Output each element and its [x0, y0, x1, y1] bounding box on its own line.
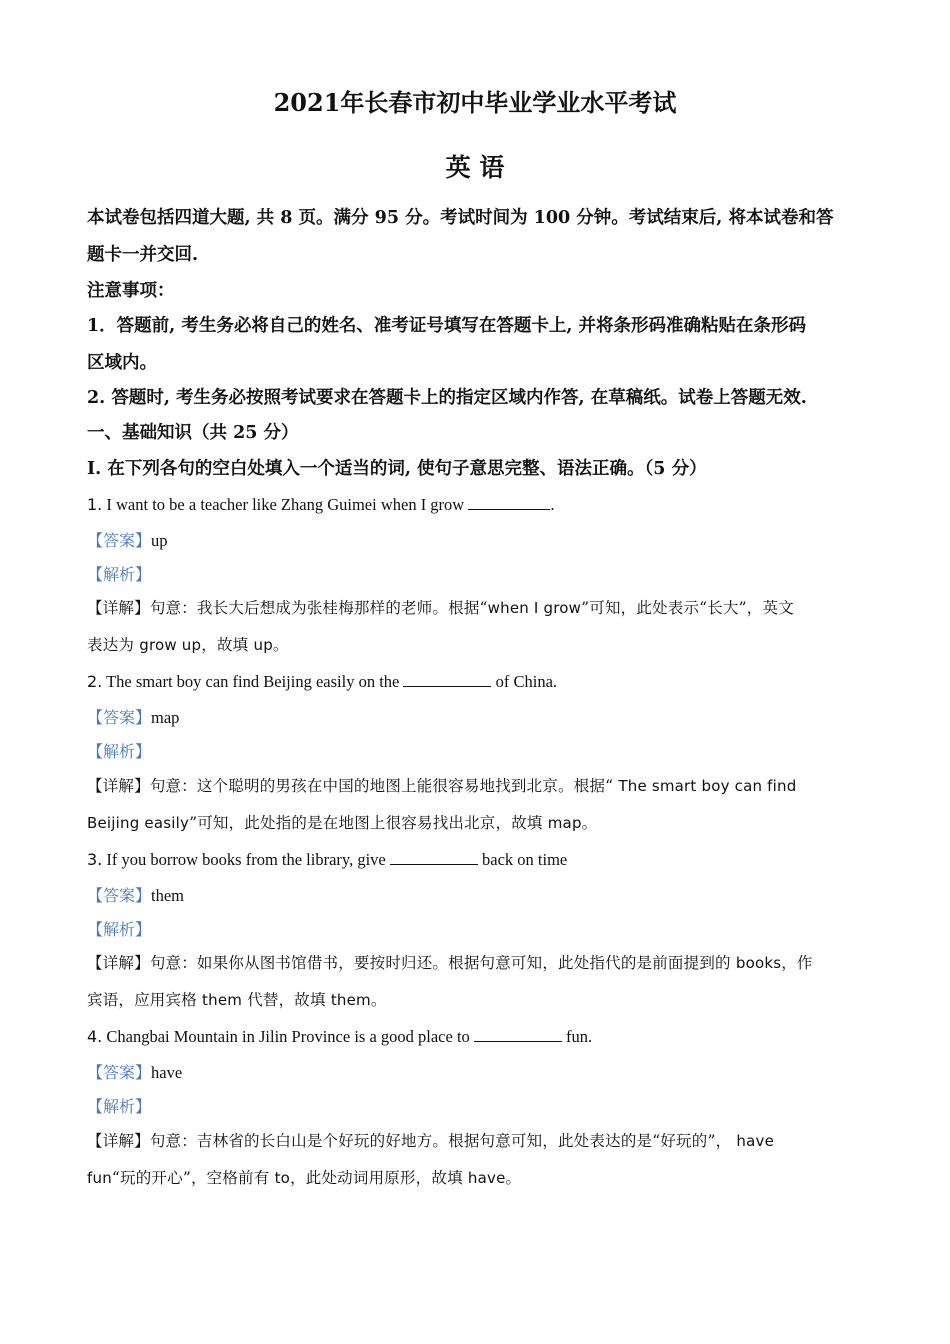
detail-4-line-2 [87, 1167, 867, 1189]
analysis-tag: 【解析】 [87, 920, 152, 939]
detail-1-line-1 [87, 597, 867, 619]
detail-3-line-1 [87, 952, 867, 974]
answer-blank [390, 849, 478, 865]
detail-text: 句意：如果你从图书馆借书，要按时归还。根据句意可知，此处指代的是前面提到的 [149, 954, 736, 972]
detail-answer: them [330, 991, 371, 1009]
detail-quote: when I grow [487, 599, 582, 617]
detail-quote: to [274, 1169, 291, 1187]
answer-blank [403, 671, 491, 687]
answer-blank [474, 1026, 562, 1042]
question-text: If you borrow books from the library, give [102, 850, 390, 869]
answer-4 [87, 1062, 867, 1084]
detail-text: 句意：这个聪明的男孩在中国的地图上能很容易地找到北京。根据“ [149, 777, 619, 795]
detail-tag: 【详解】 [87, 777, 150, 795]
detail-answer: up [253, 636, 273, 654]
intro-line-1: 本试卷包括四道大题, 共 8 页。满分 95 分。考试时间为 100 分钟。考试结束后, 将本试卷和答 [87, 208, 834, 228]
analysis-4 [87, 1096, 867, 1118]
answer-3 [87, 885, 867, 907]
detail-tag: 【详解】 [87, 599, 150, 617]
question-number: 2. [87, 672, 103, 691]
part-title: I. 在下列各句的空白处填入一个适当的词, 使句子意思完整、语法正确。（5 分） [87, 459, 707, 479]
question-text: I want to be a teacher like Zhang Guimei when I grow [102, 495, 469, 514]
detail-text: ”可知，此处表示“长大”，英文 [581, 599, 794, 617]
intro-line-2: 题卡一并交回. [87, 245, 199, 265]
answer-1 [87, 530, 867, 552]
detail-text: 。 [581, 814, 598, 832]
detail-4-line-1 [87, 1130, 867, 1152]
exam-title: 2021年长春市初中毕业学业水平考试 [273, 88, 677, 117]
detail-text: 宾语，应用宾格 [87, 991, 203, 1009]
notice-1-line-2: 区域内。 [87, 353, 157, 373]
question-number: 4. [87, 1027, 103, 1046]
detail-quote: grow up [139, 636, 202, 654]
detail-text: 句意：吉林省的长白山是个好玩的好地方。根据句意可知，此处表达的是“好玩的”， [149, 1132, 737, 1150]
question-4 [87, 1026, 867, 1048]
answer-value: up [151, 531, 168, 550]
analysis-1 [87, 564, 867, 586]
notice-2: 2. 答题时, 考生务必按照考试要求在答题卡上的指定区域内作答, 在草稿纸。试卷上答题无效. [87, 388, 807, 408]
analysis-2 [87, 741, 867, 763]
detail-text: ，故填 [201, 636, 254, 654]
analysis-tag: 【解析】 [87, 742, 152, 761]
detail-answer: have [467, 1169, 506, 1187]
detail-text: 代替，故填 [242, 991, 331, 1009]
detail-text: ，此处动词用原形，故填 [290, 1169, 468, 1187]
detail-text: 。 [505, 1169, 522, 1187]
answer-value: them [151, 886, 185, 905]
detail-quote: The smart boy can find [618, 777, 797, 795]
detail-quote: have [736, 1132, 774, 1150]
question-number: 3. [87, 850, 103, 869]
question-3 [87, 849, 867, 871]
detail-2-line-1 [87, 775, 867, 797]
answer-value: map [151, 708, 180, 727]
question-1 [87, 494, 867, 516]
detail-quote: them [202, 991, 243, 1009]
detail-tag: 【详解】 [87, 954, 150, 972]
detail-text: ”可知，此处指的是在地图上很容易找出北京，故填 [189, 814, 548, 832]
answer-value: have [151, 1063, 183, 1082]
answer-tag: 【答案】 [87, 886, 152, 905]
answer-tag: 【答案】 [87, 1063, 152, 1082]
detail-2-line-2 [87, 812, 867, 834]
detail-answer: map [547, 814, 582, 832]
answer-2 [87, 707, 867, 729]
analysis-3 [87, 919, 867, 941]
analysis-tag: 【解析】 [87, 565, 152, 584]
question-text: Changbai Mountain in Jilin Province is a good place to [102, 1027, 474, 1046]
question-text-end: back on time [477, 850, 568, 869]
detail-text: 表达为 [87, 636, 140, 654]
answer-tag: 【答案】 [87, 531, 152, 550]
detail-quote: books [735, 954, 782, 972]
notice-title: 注意事项： [87, 281, 175, 301]
detail-text: 。 [272, 636, 289, 654]
detail-quote: fun [87, 1169, 112, 1187]
subject-title: 英 语 [445, 153, 505, 182]
detail-text: 。 [370, 991, 387, 1009]
detail-text: “玩的开心”，空格前有 [111, 1169, 275, 1187]
analysis-tag: 【解析】 [87, 1097, 152, 1116]
question-number: 1. [87, 495, 103, 514]
question-text-end: of China. [491, 672, 558, 691]
question-2 [87, 671, 867, 693]
answer-blank [468, 494, 550, 510]
detail-3-line-2 [87, 989, 867, 1011]
question-text: The smart boy can find Beijing easily on the [102, 672, 404, 691]
notice-1-line-1: 1．答题前, 考生务必将自己的姓名、准考证号填写在答题卡上, 并将条形码准确粘贴在条形码 [87, 316, 807, 336]
answer-tag: 【答案】 [87, 708, 152, 727]
question-text-end: fun. [561, 1027, 593, 1046]
section-title: 一、基础知识（共 25 分） [87, 423, 299, 443]
detail-tag: 【详解】 [87, 1132, 150, 1150]
detail-1-line-2 [87, 634, 867, 656]
detail-quote: Beijing easily [87, 814, 190, 832]
question-text-end: . [550, 495, 555, 514]
detail-text: ，作 [781, 954, 813, 972]
detail-text: 句意：我长大后想成为张桂梅那样的老师。根据“ [149, 599, 488, 617]
